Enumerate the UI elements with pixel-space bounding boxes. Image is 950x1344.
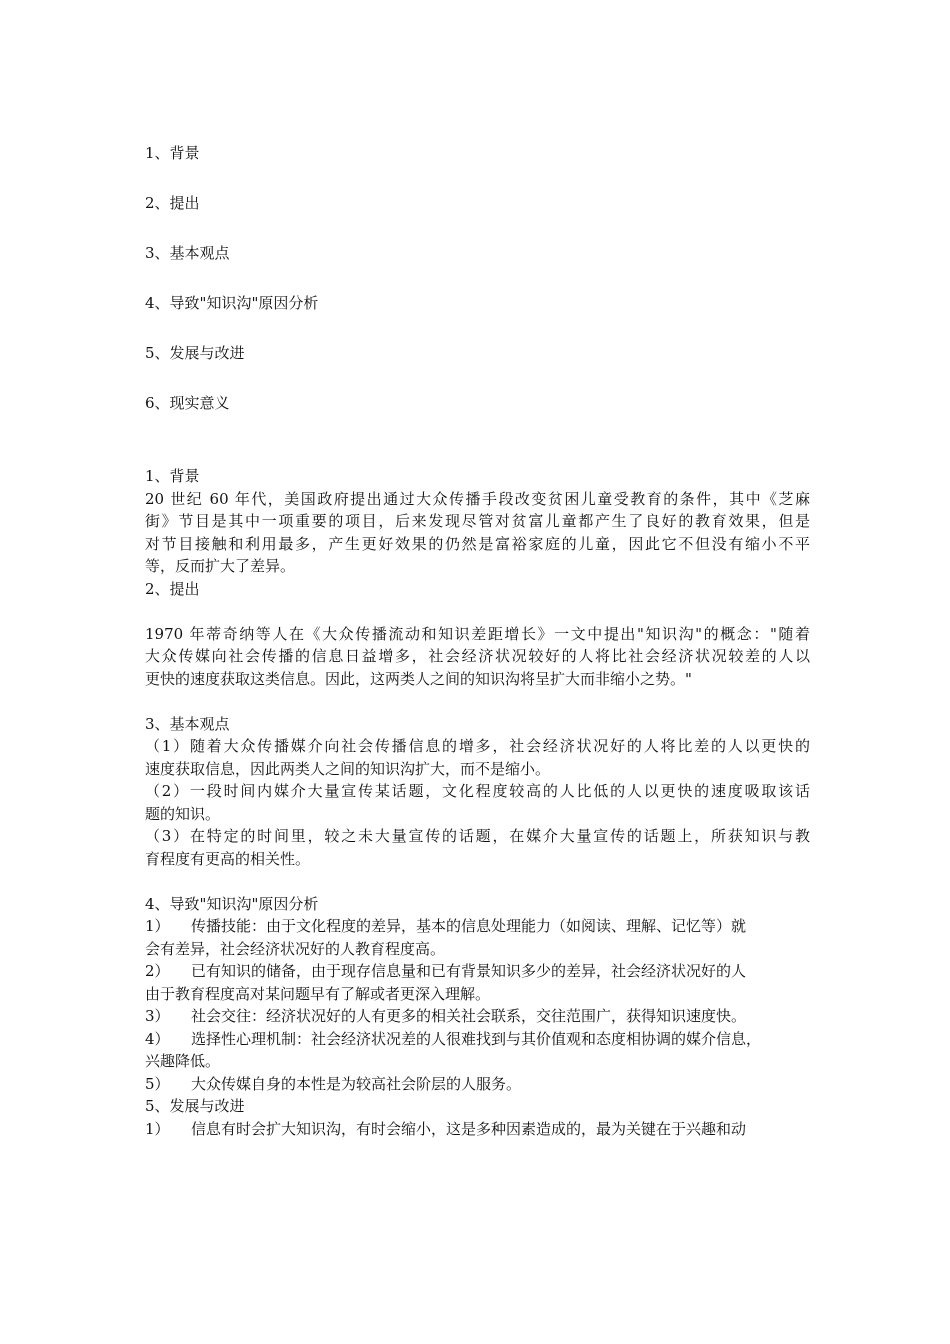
- document-body: [145, 465, 810, 1140]
- paragraph-line: 等，反而扩大了差异。: [145, 557, 296, 575]
- toc-item-causes: 4、导致"知识沟"原因分析: [145, 294, 319, 312]
- list-number: 4）: [145, 1029, 170, 1048]
- toc-item-background: 1、背景: [145, 144, 200, 162]
- paragraph-line: 20 世纪 60 年代，美国政府提出通过大众传播手段改变贫困儿童受教育的条件，其中《芝麻: [145, 489, 810, 508]
- list-item: [145, 1005, 810, 1028]
- list-item: [145, 960, 810, 983]
- list-text: 信息有时会扩大知识沟，有时会缩小，这是多种因素造成的，最为关键在于兴趣和动: [191, 1119, 747, 1138]
- list-item: [145, 1118, 810, 1141]
- paragraph-line: 1970 年蒂奇纳等人在《大众传播流动和知识差距增长》一文中提出"知识沟"的概念："随着: [145, 624, 810, 643]
- toc-item-significance: 6、现实意义: [145, 394, 230, 412]
- list-number: 1）: [145, 917, 170, 935]
- list-number: 5）: [145, 1074, 170, 1093]
- spacer: [145, 690, 810, 713]
- paragraph-line: 街》节目是其中一项重要的项目，后来发现尽管对贫富儿童都产生了良好的教育效果，但是: [145, 512, 810, 530]
- paragraph-line: 题的知识。: [145, 804, 221, 823]
- list-item: [145, 915, 810, 938]
- table-of-contents: [145, 142, 318, 442]
- list-text: 已有知识的储备，由于现存信息量和已有背景知识多少的差异，社会经济状况好的人: [191, 962, 747, 980]
- paragraph-line: （1）随着大众传播媒介向社会传播信息的增多，社会经济状况好的人将比差的人以更快的: [145, 737, 810, 755]
- spacer: [145, 600, 810, 623]
- list-text: 社会交往：经济状况好的人有更多的相关社会联系，交往范围广，获得知识速度快。: [191, 1007, 747, 1025]
- list-item-continuation: 会有差异，社会经济状况好的人教育程度高。: [145, 939, 446, 958]
- section-heading-proposal: 2、提出: [145, 579, 200, 598]
- paragraph-line: 速度获取信息，因此两类人之间的知识沟扩大，而不是缩小。: [145, 759, 551, 778]
- list-number: 2）: [145, 962, 170, 980]
- list-item: [145, 1073, 810, 1096]
- toc-item-development: 5、发展与改进: [145, 344, 245, 362]
- section-heading-background: 1、背景: [145, 467, 200, 485]
- paragraph-line: 对节目接触和利用最多，产生更好效果的仍然是富裕家庭的儿童，因此它不但没有缩小不平: [145, 534, 810, 553]
- list-text: 传播技能：由于文化程度的差异，基本的信息处理能力（如阅读、理解、记忆等）就: [191, 917, 747, 935]
- list-text: 选择性心理机制：社会经济状况差的人很难找到与其价值观和态度相协调的媒介信息，: [191, 1029, 762, 1048]
- list-number: 1）: [145, 1119, 170, 1138]
- list-text: 大众传媒自身的本性是为较高社会阶层的人服务。: [191, 1074, 522, 1093]
- list-item: [145, 1028, 810, 1051]
- paragraph-line: （2）一段时间内媒介大量宣传某话题，文化程度较高的人比低的人以更快的速度吸取该话: [145, 782, 810, 800]
- section-heading-development: 5、发展与改进: [145, 1097, 245, 1115]
- paragraph-line: 更快的速度获取这类信息。因此，这两类人之间的知识沟将呈扩大而非缩小之势。": [145, 669, 692, 688]
- paragraph-line: 育程度有更高的相关性。: [145, 849, 311, 868]
- list-item-continuation: 由于教育程度高对某问题早有了解或者更深入理解。: [145, 984, 491, 1003]
- toc-item-proposal: 2、提出: [145, 194, 200, 212]
- toc-item-viewpoints: 3、基本观点: [145, 244, 230, 262]
- paragraph-line: （3）在特定的时间里，较之未大量宣传的话题，在媒介大量宣传的话题上，所获知识与教: [145, 827, 810, 845]
- section-heading-causes: 4、导致"知识沟"原因分析: [145, 894, 319, 913]
- section-heading-viewpoints: 3、基本观点: [145, 714, 230, 733]
- list-number: 3）: [145, 1007, 170, 1025]
- list-item-continuation: 兴趣降低。: [145, 1052, 221, 1070]
- spacer: [145, 870, 810, 893]
- paragraph-line: 大众传媒向社会传播的信息日益增多，社会经济状况较好的人将比社会经济状况较差的人以: [145, 647, 810, 665]
